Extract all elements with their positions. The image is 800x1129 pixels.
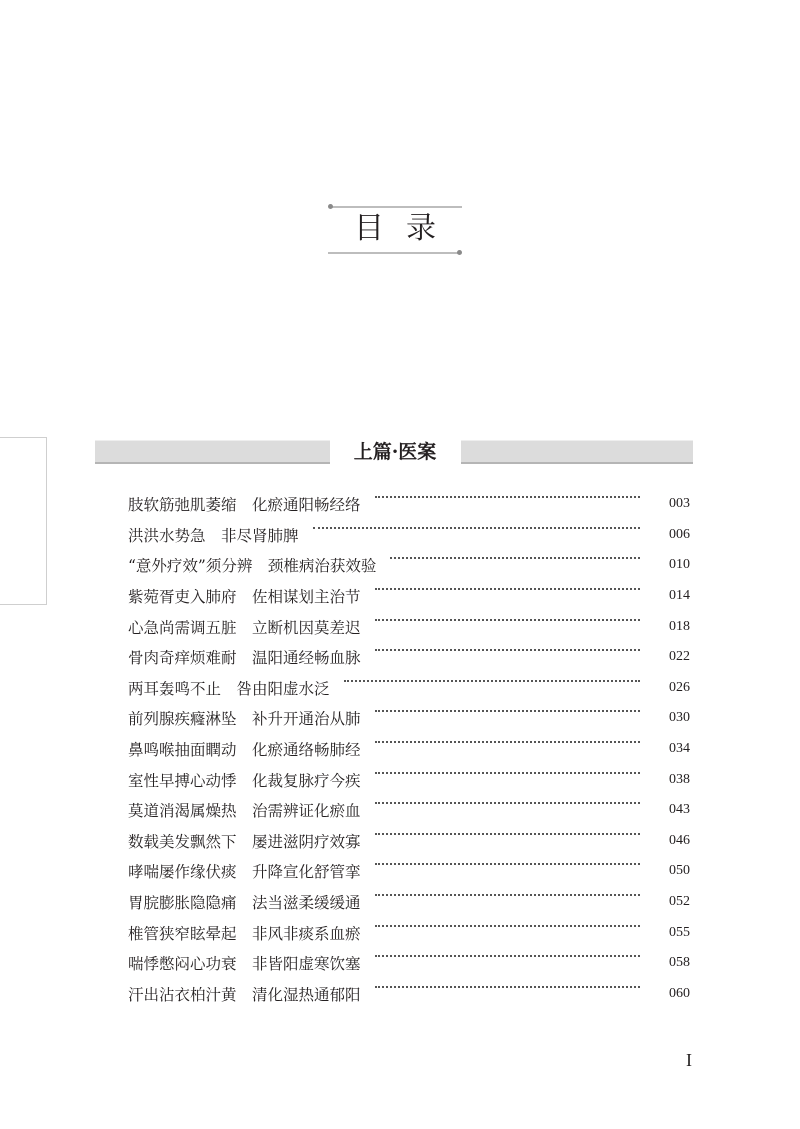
toc-entry-title: 室性早搏心动悸 化裁复脉疗今疾 <box>128 771 361 790</box>
toc-entry-title: 椎管狭窄眩晕起 非风非痰系血瘀 <box>128 924 361 943</box>
dot-leader <box>375 833 640 835</box>
rule-dot <box>328 204 333 209</box>
toc-entry[interactable] <box>128 520 690 551</box>
toc-entry-title: 肢软筋弛肌萎缩 化瘀通阳畅经络 <box>128 496 361 515</box>
dot-leader <box>375 741 640 743</box>
toc-entry-title: 喘悸憋闷心功衰 非皆阳虚寒饮塞 <box>128 955 361 974</box>
dot-leader <box>375 986 640 988</box>
toc-entry[interactable] <box>128 489 690 520</box>
toc-entry[interactable] <box>128 795 690 826</box>
toc-entry-title: 两耳轰鸣不止 咎由阳虚水泛 <box>128 679 330 698</box>
rule-dot <box>457 250 462 255</box>
toc-entry-page: 060 <box>669 985 690 1001</box>
toc-entry[interactable] <box>128 764 690 795</box>
dot-leader <box>375 802 640 804</box>
toc-entry-title: 莫道消渴属燥热 治需辨证化瘀血 <box>128 802 361 821</box>
dot-leader <box>375 619 640 621</box>
toc-entry-page: 043 <box>669 802 690 818</box>
toc-entry-title: 骨肉奇痒烦难耐 温阳通经畅血脉 <box>128 649 361 668</box>
dot-leader <box>390 557 640 559</box>
toc-entry-page: 026 <box>669 679 690 695</box>
section-heading: 上篇·医案 <box>353 441 437 463</box>
toc-entry[interactable] <box>128 581 690 612</box>
toc-entry[interactable] <box>128 887 690 918</box>
toc-entry-page: 050 <box>669 863 690 879</box>
toc-entry-title: 洪洪水势急 非尽肾肺脾 <box>128 526 299 545</box>
toc-entry-title: 数载美发飘然下 屡进滋阴疗效寡 <box>128 832 361 851</box>
toc-entry-page: 018 <box>669 618 690 634</box>
side-thumb-tab <box>0 437 47 605</box>
toc-entry-page: 034 <box>669 741 690 757</box>
section-band-left <box>95 440 330 464</box>
toc-entry[interactable] <box>128 611 690 642</box>
toc-entry[interactable] <box>128 979 690 1010</box>
dot-leader <box>344 680 640 682</box>
toc-entry-title: 紫菀胥吏入肺府 佐相谋划主治节 <box>128 588 361 607</box>
toc-entry-page: 030 <box>669 710 690 726</box>
dot-leader <box>375 863 640 865</box>
toc-entry-page: 010 <box>669 557 690 573</box>
toc-list <box>128 489 690 1009</box>
dot-leader <box>375 649 640 651</box>
toc-entry[interactable] <box>128 673 690 704</box>
toc-entry[interactable] <box>128 917 690 948</box>
toc-entry-page: 058 <box>669 955 690 971</box>
toc-entry-page: 014 <box>669 588 690 604</box>
toc-entry-page: 022 <box>669 649 690 665</box>
toc-entry-title: 鼻鸣喉抽面瞤动 化瘀通络畅肺经 <box>128 741 361 760</box>
toc-entry[interactable] <box>128 856 690 887</box>
toc-entry[interactable] <box>128 826 690 857</box>
dot-leader <box>375 496 640 498</box>
toc-entry-page: 038 <box>669 771 690 787</box>
toc-entry[interactable] <box>128 734 690 765</box>
toc-entry-title: 汗出沾衣柏汁黄 清化湿热通郁阳 <box>128 985 361 1004</box>
title-rule-bottom <box>328 252 458 254</box>
toc-entry[interactable] <box>128 642 690 673</box>
toc-entry[interactable] <box>128 550 690 581</box>
toc-entry-title: 胃脘膨胀隐隐痛 法当滋柔缓缓通 <box>128 894 361 913</box>
toc-title-frame <box>328 200 462 258</box>
toc-entry-page: 003 <box>669 496 690 512</box>
title-rule-top <box>330 206 462 208</box>
toc-entry-title: 哮喘屡作缘伏痰 升降宣化舒管挛 <box>128 863 361 882</box>
dot-leader <box>313 527 640 529</box>
toc-entry[interactable] <box>128 948 690 979</box>
toc-entry[interactable] <box>128 703 690 734</box>
toc-entry-page: 055 <box>669 924 690 940</box>
toc-entry-title: “意外疗效”须分辨 颈椎病治获效验 <box>128 557 377 576</box>
dot-leader <box>375 772 640 774</box>
toc-entry-title: 心急尚需调五脏 立断机因莫差迟 <box>128 618 361 637</box>
toc-entry-page: 052 <box>669 894 690 910</box>
dot-leader <box>375 710 640 712</box>
dot-leader <box>375 894 640 896</box>
toc-entry-title: 前列腺疾癃淋坠 补升开通治从肺 <box>128 710 361 729</box>
page-title: 目录 <box>354 211 458 246</box>
section-band-right <box>461 440 693 464</box>
dot-leader <box>375 588 640 590</box>
page-number: I <box>686 1050 692 1070</box>
dot-leader <box>375 925 640 927</box>
dot-leader <box>375 955 640 957</box>
toc-entry-page: 046 <box>669 832 690 848</box>
toc-entry-page: 006 <box>669 526 690 542</box>
